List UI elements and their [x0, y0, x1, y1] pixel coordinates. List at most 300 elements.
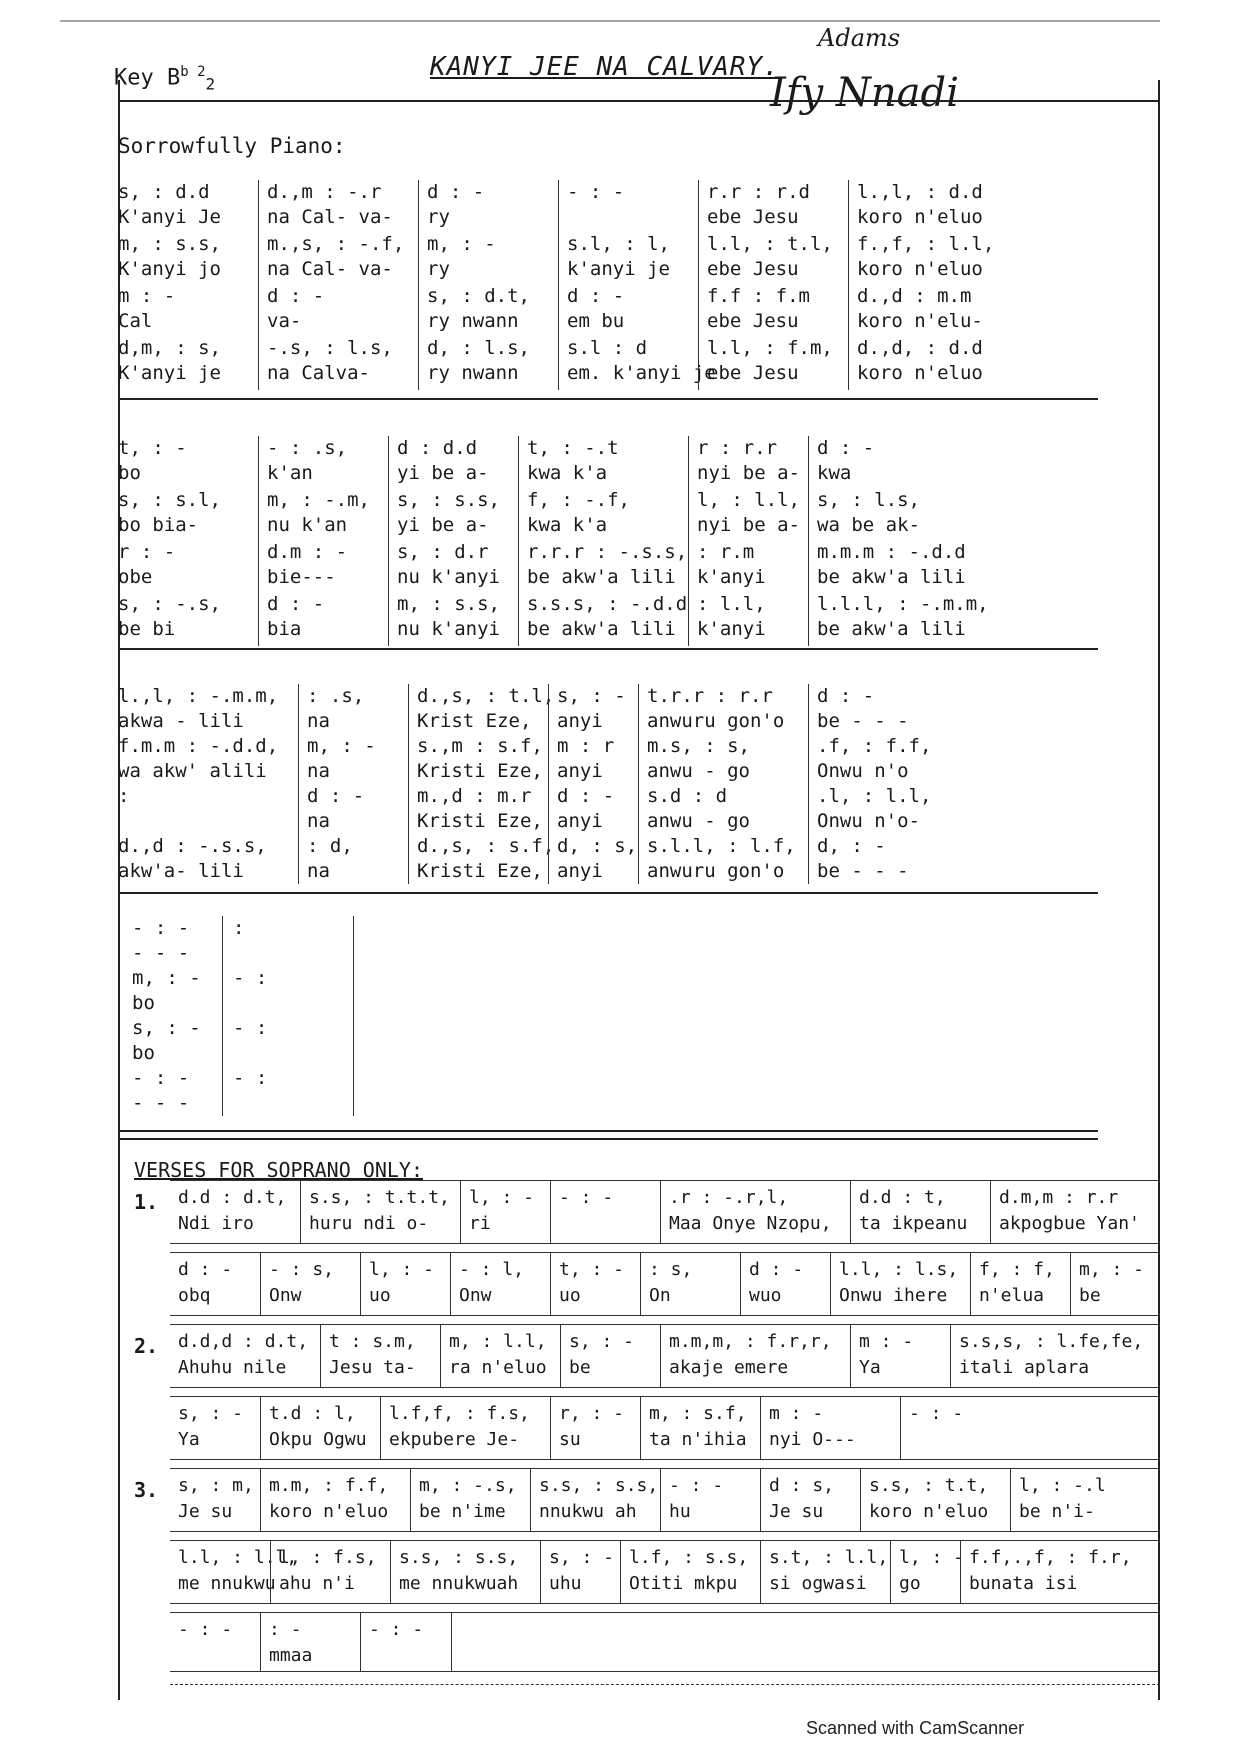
tenor-lyrics: ry nwann [427, 310, 519, 332]
verse-notes: - : - [559, 1187, 614, 1208]
verse-notes: l, : - [899, 1547, 965, 1568]
tenor-notes: d.,d : m.m [857, 285, 972, 307]
verse-bar [390, 1541, 541, 1603]
tenor-notes: s, : d.r [397, 541, 489, 563]
verse-notes: : - [269, 1619, 302, 1640]
bass-lyrics: na Calva- [267, 362, 370, 384]
verse-bar [950, 1325, 1161, 1387]
system2-bar-2 [258, 436, 389, 646]
verse-lyrics: ra n'eluo [449, 1357, 547, 1378]
soprano-notes: l.,l, : -.m.m, [118, 685, 279, 707]
composer-signature: Ify Nnadi [770, 70, 959, 116]
tenor-lyrics: anwu - go [647, 810, 750, 832]
verse-number: 1. [134, 1190, 159, 1214]
alto-lyrics: kwa k'a [527, 514, 608, 536]
system3-bar-2 [298, 684, 409, 884]
tenor-lyrics: anyi [557, 810, 603, 832]
header-rule [118, 100, 1158, 102]
verse-3-line-3 [170, 1612, 1160, 1672]
bass-notes: l.l.l, : -.m.m, [817, 593, 989, 615]
verse-bar [660, 1469, 761, 1531]
alto-notes: f.,f, : l.l, [857, 233, 995, 255]
verse-bar [260, 1469, 411, 1531]
tenor-notes: s, : d.t, [427, 285, 530, 307]
verse-lyrics: akpogbue Yan' [999, 1213, 1140, 1234]
bass-notes: - : - [132, 1067, 190, 1089]
soprano-notes: : .s, [307, 685, 365, 707]
verse-bar [260, 1253, 361, 1315]
verse-bar [640, 1253, 741, 1315]
verse-lyrics: ta ikpeanu [859, 1213, 968, 1234]
bass-lyrics: anwuru gon'o [647, 860, 785, 882]
verse-bar [410, 1469, 531, 1531]
alto-lyrics: anwu - go [647, 760, 750, 782]
bass-lyrics: akw'a- lili [118, 860, 244, 882]
verse-notes: m.m, : f.f, [269, 1475, 389, 1496]
tenor-notes: : [118, 785, 130, 807]
verse-bar [320, 1325, 441, 1387]
verse-lyrics: si ogwasi [769, 1573, 867, 1594]
bass-lyrics: em. k'anyi je [567, 362, 716, 384]
alto-notes: s, : l.s, [817, 489, 920, 511]
verse-notes: .r : -.r,l, [669, 1187, 789, 1208]
verse-notes: d : s, [769, 1475, 835, 1496]
verse-notes: s, : m, [178, 1475, 254, 1496]
verse-lyrics: itali aplara [959, 1357, 1090, 1378]
tenor-notes: m.m.m : -.d.d [817, 541, 966, 563]
alto-lyrics: koro n'eluo [857, 258, 983, 280]
key-signature: Key $B^{b 2}_2$ [114, 64, 216, 94]
soprano-lyrics: kwa k'a [527, 462, 608, 484]
alto-notes: m, : - [132, 967, 201, 989]
system-1-rule [118, 398, 1098, 400]
verse-notes: d : - [178, 1259, 233, 1280]
system2-bar-6 [808, 436, 1099, 646]
tenor-notes: f.f : f.m [707, 285, 810, 307]
bass-notes: d : - [267, 593, 325, 615]
verse-notes: m : - [859, 1331, 914, 1352]
verse-bar [530, 1469, 661, 1531]
alto-notes: f.m.m : -.d.d, [118, 735, 279, 757]
system2-bar-4 [518, 436, 689, 646]
bass-lyrics: - - - [132, 1092, 190, 1114]
system-3 [118, 684, 1098, 884]
soprano-notes: d : d.d [397, 437, 478, 459]
soprano-lyrics: be - - - [817, 710, 909, 732]
verse-bar [1070, 1253, 1161, 1315]
soprano-lyrics: Krist Eze, [417, 710, 532, 732]
alto-lyrics: k'anyi je [567, 258, 670, 280]
verse-notes: m, : -.s, [419, 1475, 517, 1496]
verse-bar [960, 1541, 1161, 1603]
verse-number: 3. [134, 1478, 159, 1502]
verse-notes: f.f,.,f, : f.r, [969, 1547, 1132, 1568]
verse-lyrics: ta n'ihia [649, 1429, 747, 1450]
bass-notes: -.s, : l.s, [267, 337, 393, 359]
verses-heading: VERSES FOR SOPRANO ONLY: [134, 1158, 423, 1182]
tenor-notes: d : - [567, 285, 625, 307]
soprano-notes: - : - [132, 917, 190, 939]
cut-off-line [170, 1684, 1160, 1685]
verse-notes: t.d : l, [269, 1403, 356, 1424]
verse-lyrics: be [1079, 1285, 1101, 1306]
soprano-notes: d : - [427, 181, 485, 203]
verse-bar [540, 1541, 621, 1603]
system3-bar-6 [808, 684, 1099, 884]
soprano-lyrics: bo [118, 462, 141, 484]
alto-lyrics: wa be ak- [817, 514, 920, 536]
bass-lyrics: be akw'a lili [817, 618, 966, 640]
alto-lyrics: na Cal- va- [267, 258, 393, 280]
verse-3-line-2 [170, 1540, 1160, 1604]
verse-notes: m : - [769, 1403, 824, 1424]
verse-notes: l.l, : l.s, [839, 1259, 959, 1280]
song-title: KANYI JEE NA CALVARY. [430, 52, 780, 82]
bass-notes: d.,d : -.s.s, [118, 835, 267, 857]
bass-notes: d.,d, : d.d [857, 337, 983, 359]
alto-notes: f, : -.f, [527, 489, 630, 511]
verse-bar [550, 1397, 641, 1459]
alto-lyrics: ebe Jesu [707, 258, 799, 280]
alto-lyrics: bo [132, 992, 155, 1014]
verse-lyrics: su [559, 1429, 581, 1450]
verse-lyrics: go [899, 1573, 921, 1594]
verse-lyrics: Ya [859, 1357, 881, 1378]
verse-notes: - : - [369, 1619, 424, 1640]
alto-lyrics: nyi be a- [697, 514, 800, 536]
soprano-lyrics: na [307, 710, 330, 732]
soprano-notes: t, : -.t [527, 437, 619, 459]
verse-1-line-1 [170, 1180, 1160, 1244]
verse-notes: s.s, : t.t.t, [309, 1187, 450, 1208]
scan-top-edge [60, 20, 1160, 22]
verse-number: 2. [134, 1334, 159, 1358]
bass-notes: s.l.l, : l.f, [647, 835, 796, 857]
tenor-notes: d : - [557, 785, 615, 807]
system-4 [118, 916, 358, 1116]
tenor-lyrics: ebe Jesu [707, 310, 799, 332]
tenor-notes: - : [233, 1017, 268, 1039]
verse-lyrics: mmaa [269, 1645, 313, 1666]
verse-1-line-2 [170, 1252, 1160, 1316]
soprano-lyrics: - - - [132, 942, 190, 964]
verse-bar [170, 1253, 260, 1315]
system4-bar-1 [132, 916, 222, 1116]
verse-notes: m, : s.f, [649, 1403, 747, 1424]
bass-notes: : d, [307, 835, 353, 857]
verse-lyrics: Maa Onye Nzopu, [669, 1213, 832, 1234]
tenor-notes: r.r.r : -.s.s, [527, 541, 688, 563]
system1-bar-4 [558, 180, 716, 390]
bass-notes: l.l, : f.m, [707, 337, 833, 359]
tenor-notes: m : - [118, 285, 176, 307]
bass-lyrics: be akw'a lili [527, 618, 676, 640]
system2-bar-1 [118, 436, 258, 646]
system3-bar-3 [408, 684, 555, 884]
alto-lyrics: anyi [557, 760, 603, 782]
verse-bar [760, 1469, 861, 1531]
bass-lyrics: nu k'anyi [397, 618, 500, 640]
verse-bar [760, 1541, 891, 1603]
verse-2-line-1 [170, 1324, 1160, 1388]
verse-lyrics: obq [178, 1285, 211, 1306]
alto-notes: m : r [557, 735, 615, 757]
verse-notes: - : l, [459, 1259, 525, 1280]
verse-bar [360, 1613, 452, 1671]
soprano-lyrics: anwuru gon'o [647, 710, 785, 732]
bass-notes: s.s.s, : -.d.d [527, 593, 688, 615]
system-2 [118, 436, 1098, 646]
soprano-notes: r : r.r [697, 437, 778, 459]
verse-bar [440, 1325, 561, 1387]
verse-notes: d.d : d.t, [178, 1187, 287, 1208]
soprano-notes: t, : - [118, 437, 187, 459]
verse-2-line-2 [170, 1396, 1160, 1460]
system1-bar-2 [258, 180, 425, 390]
alto-notes: l.l, : t.l, [707, 233, 833, 255]
soprano-notes: d.,s, : t.l, [417, 685, 555, 707]
verse-bar [170, 1397, 260, 1459]
soprano-notes: d : - [817, 685, 875, 707]
soprano-notes: d.,m : -.r [267, 181, 382, 203]
tenor-lyrics: k'anyi [697, 566, 766, 588]
soprano-lyrics: K'anyi Je [118, 206, 221, 228]
verse-notes: s.s, : t.t, [869, 1475, 989, 1496]
verse-bar [990, 1181, 1161, 1243]
verse-bar [170, 1613, 260, 1671]
alto-notes: - : [233, 967, 268, 989]
verse-lyrics: uo [369, 1285, 391, 1306]
soprano-lyrics: na Cal- va- [267, 206, 393, 228]
verse-lyrics: uhu [549, 1573, 582, 1594]
tenor-notes: m.,d : m.r [417, 785, 532, 807]
verse-notes: l, : - [369, 1259, 435, 1280]
tenor-notes: s.d : d [647, 785, 728, 807]
verse-bar [860, 1469, 1011, 1531]
tempo-marking: Sorrowfully Piano: [118, 134, 346, 158]
alto-lyrics: ry [427, 258, 450, 280]
verse-lyrics: On [649, 1285, 671, 1306]
tenor-lyrics: nu k'anyi [397, 566, 500, 588]
verse-notes: d : - [749, 1259, 804, 1280]
alto-notes: m, : - [307, 735, 376, 757]
verse-lyrics: me nnukwu [178, 1573, 276, 1594]
verse-lyrics: me nnukwuah [399, 1573, 519, 1594]
bass-notes: : l.l, [697, 593, 766, 615]
system-3-rule [118, 892, 1098, 894]
system3-bar-4 [548, 684, 639, 884]
bass-notes: s, : -.s, [118, 593, 221, 615]
system1-bar-3 [418, 180, 559, 390]
verse-bar [970, 1253, 1071, 1315]
tenor-lyrics: Kristi Eze, [417, 810, 543, 832]
tenor-notes: : r.m [697, 541, 755, 563]
soprano-notes: t.r.r : r.r [647, 685, 773, 707]
tenor-lyrics: koro n'elu- [857, 310, 983, 332]
alto-lyrics: yi be a- [397, 514, 489, 536]
bass-notes: d,m, : s, [118, 337, 221, 359]
verse-notes: r, : - [559, 1403, 625, 1424]
verse-lyrics: hu [669, 1501, 691, 1522]
alto-notes: m, : s.s, [118, 233, 221, 255]
verse-notes: d.d,d : d.t, [178, 1331, 309, 1352]
system-2-rule [118, 648, 1098, 650]
alto-notes: l, : l.l, [697, 489, 800, 511]
verse-notes: m, : l.l, [449, 1331, 547, 1352]
tenor-lyrics: be akw'a lili [527, 566, 676, 588]
alto-lyrics: nu k'an [267, 514, 348, 536]
verse-notes: - : - [669, 1475, 724, 1496]
bass-lyrics: ebe Jesu [707, 362, 799, 384]
bass-lyrics: bia [267, 618, 302, 640]
soprano-notes: r.r : r.d [707, 181, 810, 203]
bass-lyrics: be bi [118, 618, 176, 640]
verse-lyrics: Je su [769, 1501, 824, 1522]
tenor-lyrics: bo [132, 1042, 155, 1064]
verse-lyrics: uo [559, 1285, 581, 1306]
soprano-lyrics: ry [427, 206, 450, 228]
verse-lyrics: ri [469, 1213, 491, 1234]
verse-notes: : s, [649, 1259, 693, 1280]
verse-notes: m, : - [1079, 1259, 1145, 1280]
tenor-notes: d : - [267, 285, 325, 307]
verse-lyrics: koro n'eluo [269, 1501, 389, 1522]
bass-lyrics: K'anyi je [118, 362, 221, 384]
alto-notes: m.,s, : -.f, [267, 233, 405, 255]
verse-bar [900, 1397, 1021, 1459]
verse-lyrics: nyi O--- [769, 1429, 856, 1450]
verse-notes: f, : f, [979, 1259, 1055, 1280]
bass-lyrics: Kristi Eze, [417, 860, 543, 882]
tenor-lyrics: na [307, 810, 330, 832]
verse-bar [300, 1181, 461, 1243]
soprano-notes: d : - [817, 437, 875, 459]
tenor-notes: d.m : - [267, 541, 348, 563]
verse-notes: s, : - [178, 1403, 244, 1424]
verse-lyrics: be n'i- [1019, 1501, 1095, 1522]
system-1 [118, 180, 1098, 390]
verse-lyrics: n'elua [979, 1285, 1045, 1306]
verse-bar [270, 1541, 391, 1603]
verse-bar [450, 1253, 551, 1315]
verse-bar [170, 1541, 298, 1603]
verse-bar [640, 1397, 761, 1459]
verse-lyrics: Ya [178, 1429, 200, 1450]
verse-notes: - : - [909, 1403, 964, 1424]
system1-bar-6 [848, 180, 1099, 390]
bass-notes: d, : s, [557, 835, 638, 857]
bass-lyrics: be - - - [817, 860, 909, 882]
verse-lyrics: huru ndi o- [309, 1213, 429, 1234]
verse-notes: - : s, [269, 1259, 335, 1280]
tenor-lyrics: obe [118, 566, 153, 588]
verse-bar [830, 1253, 971, 1315]
verse-notes: d.d : t, [859, 1187, 946, 1208]
alto-lyrics: K'anyi jo [118, 258, 221, 280]
verse-lyrics: ahu n'i [279, 1573, 355, 1594]
soprano-notes: - : .s, [267, 437, 348, 459]
verse-bar [620, 1541, 761, 1603]
verse-notes: l, : f.s, [279, 1547, 377, 1568]
verse-notes: l, : - [469, 1187, 535, 1208]
alto-notes: s.,m : s.f, [417, 735, 543, 757]
soprano-lyrics: kwa [817, 462, 852, 484]
verse-bar [380, 1397, 551, 1459]
verse-bar [850, 1181, 991, 1243]
scanner-watermark: Scanned with CamScanner [806, 1718, 1025, 1738]
tenor-notes: .l, : l.l, [817, 785, 932, 807]
soprano-notes: l.,l, : d.d [857, 181, 983, 203]
verse-notes: s.s, : s.s, [399, 1547, 519, 1568]
verse-lyrics: be [569, 1357, 591, 1378]
verse-bar [760, 1397, 901, 1459]
alto-notes: s, : s.l, [118, 489, 221, 511]
bass-lyrics: na [307, 860, 330, 882]
verse-bar [550, 1181, 661, 1243]
verse-notes: s, : - [549, 1547, 615, 1568]
verse-bar [660, 1325, 851, 1387]
system2-bar-5 [688, 436, 809, 646]
verse-notes: - : - [178, 1619, 233, 1640]
alto-notes: m.s, : s, [647, 735, 750, 757]
verse-bar [660, 1181, 851, 1243]
alto-notes: m, : - [427, 233, 496, 255]
soprano-notes: - : - [567, 181, 625, 203]
verse-lyrics: koro n'eluo [869, 1501, 989, 1522]
verse-bar [850, 1325, 951, 1387]
bass-lyrics: anyi [557, 860, 603, 882]
verse-notes: l.l, : l.l, [178, 1547, 298, 1568]
soprano-lyrics: nyi be a- [697, 462, 800, 484]
verse-lyrics: Jesu ta- [329, 1357, 416, 1378]
verse-notes: s.t, : l.l, [769, 1547, 889, 1568]
verse-notes: t : s.m, [329, 1331, 416, 1352]
tenor-lyrics: Cal [118, 310, 153, 332]
alto-notes: m, : -.m, [267, 489, 370, 511]
soprano-lyrics: anyi [557, 710, 603, 732]
bass-lyrics: ry nwann [427, 362, 519, 384]
system3-bar-1 [118, 684, 298, 884]
verse-lyrics: Onw [459, 1285, 492, 1306]
verse-lyrics: Otiti mkpu [629, 1573, 738, 1594]
verse-bar [170, 1181, 300, 1243]
alto-lyrics: Kristi Eze, [417, 760, 543, 782]
verse-notes: l.f,f, : f.s, [389, 1403, 530, 1424]
alto-lyrics: bo bia- [118, 514, 199, 536]
system-4-double-rule [118, 1138, 1098, 1140]
bass-lyrics: k'anyi [697, 618, 766, 640]
verse-lyrics: Onwu ihere [839, 1285, 948, 1306]
verse-lyrics: Je su [178, 1501, 233, 1522]
verse-notes: s.s,s, : l.fe,fe, [959, 1331, 1144, 1352]
verse-lyrics: nnukwu ah [539, 1501, 637, 1522]
verse-bar [460, 1181, 551, 1243]
verse-lyrics: wuo [749, 1285, 782, 1306]
soprano-notes: s, : d.d [118, 181, 210, 203]
bass-notes: s.l : d [567, 337, 648, 359]
soprano-lyrics: yi be a- [397, 462, 489, 484]
bass-notes: d.,s, : s.f, [417, 835, 555, 857]
verse-notes: l.f, : s.s, [629, 1547, 749, 1568]
composer-name-top: Adams [818, 24, 901, 52]
soprano-notes: s, : - [557, 685, 626, 707]
verse-bar [550, 1253, 641, 1315]
verse-bar [260, 1613, 361, 1671]
alto-lyrics: wa akw' alili [118, 760, 267, 782]
verse-lyrics: Onw [269, 1285, 302, 1306]
system4-bar-2 [222, 916, 354, 1116]
alto-lyrics: na [307, 760, 330, 782]
